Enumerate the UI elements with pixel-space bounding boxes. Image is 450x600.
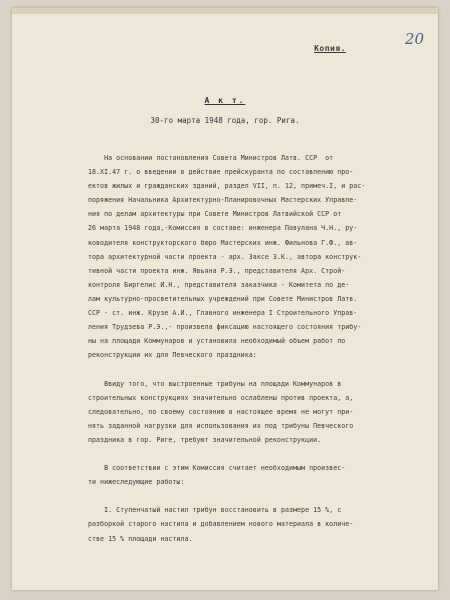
text-line: нять заданной нагрузки для использования их под трибуны Певческого [88, 421, 354, 430]
tape-strip [12, 8, 438, 14]
paragraph-gap [88, 489, 408, 503]
paragraph-gap [88, 447, 408, 461]
text-line: ССР - ст. инж. Крузе А.И., Главного инженера I Строительного Управ- [88, 309, 358, 318]
text-line: разборкой старого настила и добавлением нового материала в количе- [88, 520, 354, 529]
copy-label: Копия. [314, 44, 346, 53]
text-line: стве 15 % площади настила. [88, 534, 193, 543]
document-body [88, 151, 408, 546]
text-line: I. Ступенчатый настил трибун восстановить в размере 15 %, с [88, 506, 342, 515]
text-line: В соответствии с этим Комиссия считает необходимым произвес- [88, 464, 346, 473]
document-page [12, 8, 438, 590]
text-line: тора архитектурной части проекта - арх. Заксе З.К., автора конструк- [88, 252, 362, 261]
text-line: ния по делам архитектуры при Совете Министров Латвийской ССР от [88, 210, 342, 219]
text-line: На основании постановления Совета Министров Латв. ССР от [88, 154, 334, 162]
text-line: праздника в гор. Риге, требуют значительной реконструкции. [88, 435, 322, 444]
text-line: лам культурно-просветительных учреждений при Совете Министров Латв. [88, 294, 358, 303]
document-title: А к т. [204, 96, 246, 105]
page-number: 20 [404, 30, 424, 48]
text-line: Ввиду того, что выстроенные трибуны на площади Коммунаров в [88, 379, 342, 388]
text-line: строительных конструкциях значительно ослаблены против проекта, а, [88, 393, 354, 402]
text-line: ководителя конструкторского бюро Мастерских инж. Фильнова Г.Ф., ав- [88, 238, 358, 247]
date-location-line: 30-го марта 1948 года, гор. Рига. [150, 116, 300, 125]
text-line: контроля Биргелис И.Н., представителя заказчика - Комитета по де- [88, 280, 350, 289]
text-line: 18.XI.47 г. о введении в действие прейскуранта по составлению про- [88, 168, 354, 177]
text-line: ны на площади Коммунаров и установила необходимый объем работ по [88, 337, 346, 346]
text-line: ектов жилых и гражданских зданий, раздел VII, п. 12, примеч.I, и рас- [88, 182, 366, 191]
text-line: следовательно, по своему состоянию в настоящее время не могут при- [88, 407, 354, 416]
text-line: поряжения Начальника Архитектурно-Планировочных Мастерских Управле- [88, 196, 358, 205]
paragraph-gap [88, 362, 408, 376]
text-line: реконструкции их для Певческого праздника: [88, 351, 257, 360]
text-line: 26 марта 1948 года,-Комиссия в составе: инженера Павулана Ч.Н., ру- [88, 224, 358, 233]
text-line: тивной части проекта инж. Явьяна Р.Э., представителя Арх. Строй- [88, 266, 346, 275]
text-line: ления Трудзева Р.Э.,- произвела фиксацию настоящего состояния трибу- [88, 323, 362, 332]
text-line: ти нижеследующие работы: [88, 478, 185, 487]
